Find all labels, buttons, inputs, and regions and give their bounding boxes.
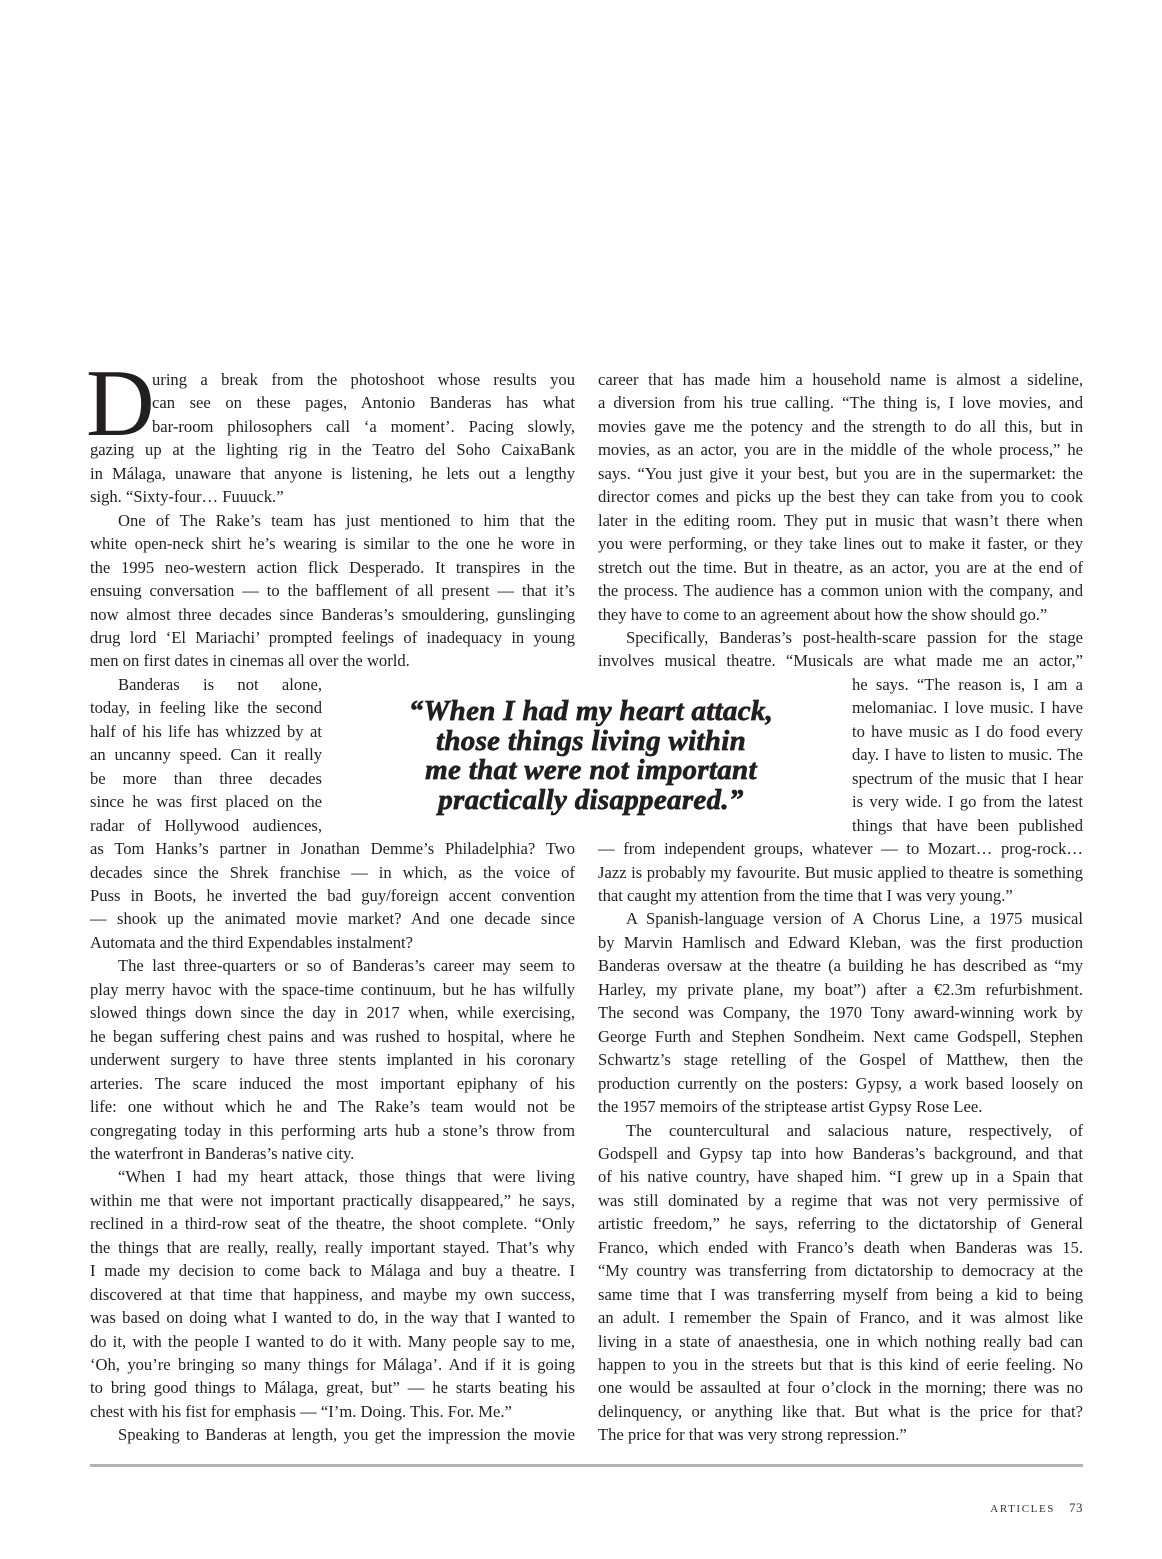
text-line: spectrum of the music that I hear [852,768,1083,788]
text-line: drug lord ‘El Mariachi’ prompted feelings of inadequacy in young [90,627,575,647]
text-line: he says. “The reason is, I am a [852,674,1083,694]
text-line: to have music as I do food every [852,721,1083,741]
text-line: the 1995 neo-western action flick Desperado. It transpires in the [90,557,575,577]
text-line: an adult. I remember the Spain of Franco, and it was almost like [598,1308,1083,1328]
paragraph-opening-cap-lines [90,368,575,438]
footer-divider [90,1464,1083,1467]
paragraph-opening [90,438,575,508]
text-line: within me that were not important practically disappeared,” he says, [90,1190,575,1210]
pull-quote-line: practically disappeared.” [438,783,744,816]
text-line: underwent surgery to have three stents implanted in his coronary [90,1050,575,1070]
paragraph-musicals-top [598,626,1083,673]
text-line: director comes and picks up the best they can take from you to cook [598,487,1083,507]
text-line: “My country was transferring from dictatorship to democracy at the [598,1261,1083,1281]
left-column [90,368,575,1447]
paragraph-heart-attack [90,954,575,1165]
text-line: uring a break from the photoshoot whose results you [152,370,575,389]
text-line: play merry havoc with the space-time continuum, but he has wilfully [90,979,575,999]
text-line: day. I have to listen to music. The [852,745,1083,765]
pull-quote [336,697,846,815]
text-line: The last three-quarters or so of Banderas’s career may seem to [118,956,575,976]
text-line: — from independent groups, whatever — to Mozart… prog-rock… [598,839,1083,859]
text-line: the 1957 memoirs of the striptease artist Gypsy Rose Lee. [598,1097,983,1117]
text-line: happen to you in the streets but that is this kind of eerie feeling. No [598,1355,1083,1375]
text-line: Harley, my private plane, my boat”) after a €2.3m refurbishment. [598,979,1083,999]
text-line: things that have been published [852,815,1083,835]
text-line: stretch out the time. But in theatre, as an actor, you are at the end of [598,557,1083,577]
text-line: The countercultural and salacious nature, respectively, of [626,1120,1083,1140]
paragraph-movies [598,368,1083,626]
text-line: Franco, which ended with Franco’s death when Banderas was 15. [598,1237,1083,1257]
text-line: since he was first placed on the [90,792,322,812]
text-line: I made my decision to come back to Málaga and buy a theatre. I [90,1261,575,1281]
text-line: the process. The audience has a common union with the company, and [598,581,1083,601]
right-column [598,368,1083,1447]
text-line: living in a state of anaesthesia, one in which nothing really bad can [598,1331,1083,1351]
text-line: discovered at that time that happiness, and maybe my own success, [90,1284,575,1304]
text-line: the waterfront in Banderas’s native city. [90,1143,355,1163]
text-line: the things that are really, really, really important stayed. That’s why [90,1237,575,1257]
paragraph-not-alone [90,837,575,954]
text-line: white open-neck shirt he’s wearing is similar to the one he wore in [90,534,575,554]
text-line: career that has made him a household name is almost a sideline, [598,370,1083,389]
text-line: Puss in Boots, he inverted the bad guy/foreign accent convention [90,885,575,905]
text-line: says. “You just give it your best, but you are in the supermarket: the [598,463,1083,483]
text-line: ensuing conversation — to the bafflement of all present — that it’s [90,581,575,601]
text-line: reclined in a third-row seat of the theatre, the shoot complete. “Only [90,1214,575,1234]
text-line: men on first dates in cinemas all over the world. [90,651,410,671]
text-line: one would be assaulted at four o’clock in the morning; there was no [598,1378,1083,1398]
text-line: “When I had my heart attack, those things that were living [118,1167,575,1187]
text-line: movies gave me the potency and the strength to do all this, but in [598,416,1083,436]
text-line: bar-room philosophers call ‘a moment’. Pacing slowly, [152,416,575,436]
pull-quote-line: me that were not important [425,754,757,786]
text-line: as Tom Hanks’s partner in Jonathan Demme’s Philadelphia? Two [90,839,575,859]
text-line: to bring good things to Málaga, great, but” — he starts beating his [90,1378,575,1398]
pull-quote-line: those things living within [436,724,746,757]
text-line: The second was Company, the 1970 Tony award-winning work by [598,1003,1083,1023]
text-line: of his native country, have shaped him. “I grew up in a Spain that [598,1167,1083,1187]
text-line: One of The Rake’s team has just mentioned to him that the [118,510,575,530]
text-line: life: one without which he and The Rake’s team would not be [90,1097,575,1117]
text-line: was based on doing what I wanted to do, in the way that I wanted to [90,1308,575,1328]
text-line: later in the editing room. They put in music that wasn’t there when [598,510,1083,530]
text-line: — shook up the animated movie market? And one decade since [90,909,575,929]
text-line: Schwartz’s stage retelling of the Gospel of Matthew, then the [598,1050,1083,1070]
text-line: radar of Hollywood audiences, [90,815,322,835]
text-line: slowed things down since the day in 2017 when, while exercising, [90,1003,575,1023]
text-line: arteries. The scare induced the most important epiphany of his [90,1073,575,1093]
text-line: same time that I was transferring myself from being a kid to being [598,1284,1083,1304]
text-line: Specifically, Banderas’s post-health-scare passion for the stage [626,627,1083,647]
page-number: 73 [1069,1500,1083,1515]
paragraph-speaking [90,1423,575,1446]
paragraph-not-alone-narrow [90,673,322,837]
text-line: that caught my attention from the time that I was very young.” [598,885,1013,905]
text-line: Speaking to Banderas at length, you get the impression the movie [118,1425,575,1445]
text-line: half of his life has whizzed by at [90,721,322,741]
text-line: can see on these pages, Antonio Banderas has what [152,393,575,413]
text-line: now almost three decades since Banderas’s smouldering, gunslinging [90,604,575,624]
text-line: Banderas is not alone, [118,674,322,694]
text-line: they have to come to an agreement about how the show should go.” [598,604,1048,624]
text-line: Godspell and Gypsy tap into how Banderas’s background, and that [598,1143,1083,1163]
text-line: artistic freedom,” he says, referring to the dictatorship of General [598,1214,1083,1234]
text-line: involves musical theatre. “Musicals are what made me an actor,” [598,651,1083,671]
text-line: Banderas oversaw at the theatre (a building he has described as “my [598,956,1083,976]
text-line: you were performing, or they take lines out to make it faster, or they [598,534,1083,554]
text-line: Jazz is probably my favourite. But music applied to theatre is something [598,862,1083,882]
text-line: he began suffering chest pains and was rushed to hospital, where he [90,1026,575,1046]
text-line: by Marvin Hamlisch and Edward Kleban, was the first production [598,932,1083,952]
text-line: chest with his fist for emphasis — “I’m. Doing. This. For. Me.” [90,1401,512,1421]
paragraph-franco [598,1119,1083,1447]
paragraph-musicals [598,837,1083,907]
text-line: Automata and the third Expendables instalment? [90,932,414,952]
text-line: be more than three decades [90,768,322,788]
text-line: A Spanish-language version of A Chorus Line, a 1975 musical [626,909,1083,929]
text-line: The price for that was very strong repression.” [598,1425,907,1445]
text-line: decades since the Shrek franchise — in which, as the voice of [90,862,575,882]
text-line: a diversion from his true calling. “The thing is, I love movies, and [598,393,1083,413]
text-line: in Málaga, unaware that anyone is listening, he lets out a lengthy [90,463,575,483]
paragraph-desperado [90,509,575,673]
text-line: was still dominated by a regime that was not very permissive of [598,1190,1083,1210]
text-line: production currently on the posters: Gypsy, a work based loosely on [598,1073,1083,1093]
text-line: gazing up at the lighting rig in the Teatro del Soho CaixaBank [90,440,575,460]
section-label: ARTICLES [990,1503,1055,1515]
paragraph-musicals-narrow [852,673,1083,837]
text-line: sigh. “Sixty-four… Fuuuck.” [90,487,284,507]
drop-cap: D [86,350,155,456]
text-line: today, in feeling like the second [90,698,322,718]
text-line: do it, with the people I wanted to do it with. Many people say to me, [90,1331,575,1351]
text-line: movies, as an actor, you are in the middle of the whole process,” he [598,440,1083,460]
text-line: congregating today in this performing arts hub a stone’s throw from [90,1120,575,1140]
text-line: is very wide. I go from the latest [852,792,1083,812]
pull-quote-line: “When I had my heart attack, [408,695,774,727]
text-line: melomaniac. I love music. I have [852,698,1083,718]
page-footer [990,1500,1083,1516]
text-line: delinquency, or anything like that. But what is the price for that? [598,1401,1083,1421]
text-line: an uncanny speed. Can it really [90,745,322,765]
paragraph-productions [598,907,1083,1118]
text-line: George Furth and Stephen Sondheim. Next came Godspell, Stephen [598,1026,1083,1046]
text-line: ‘Oh, you’re bringing so many things for Málaga’. And if it is going [90,1355,575,1375]
paragraph-quote-malaga [90,1165,575,1423]
